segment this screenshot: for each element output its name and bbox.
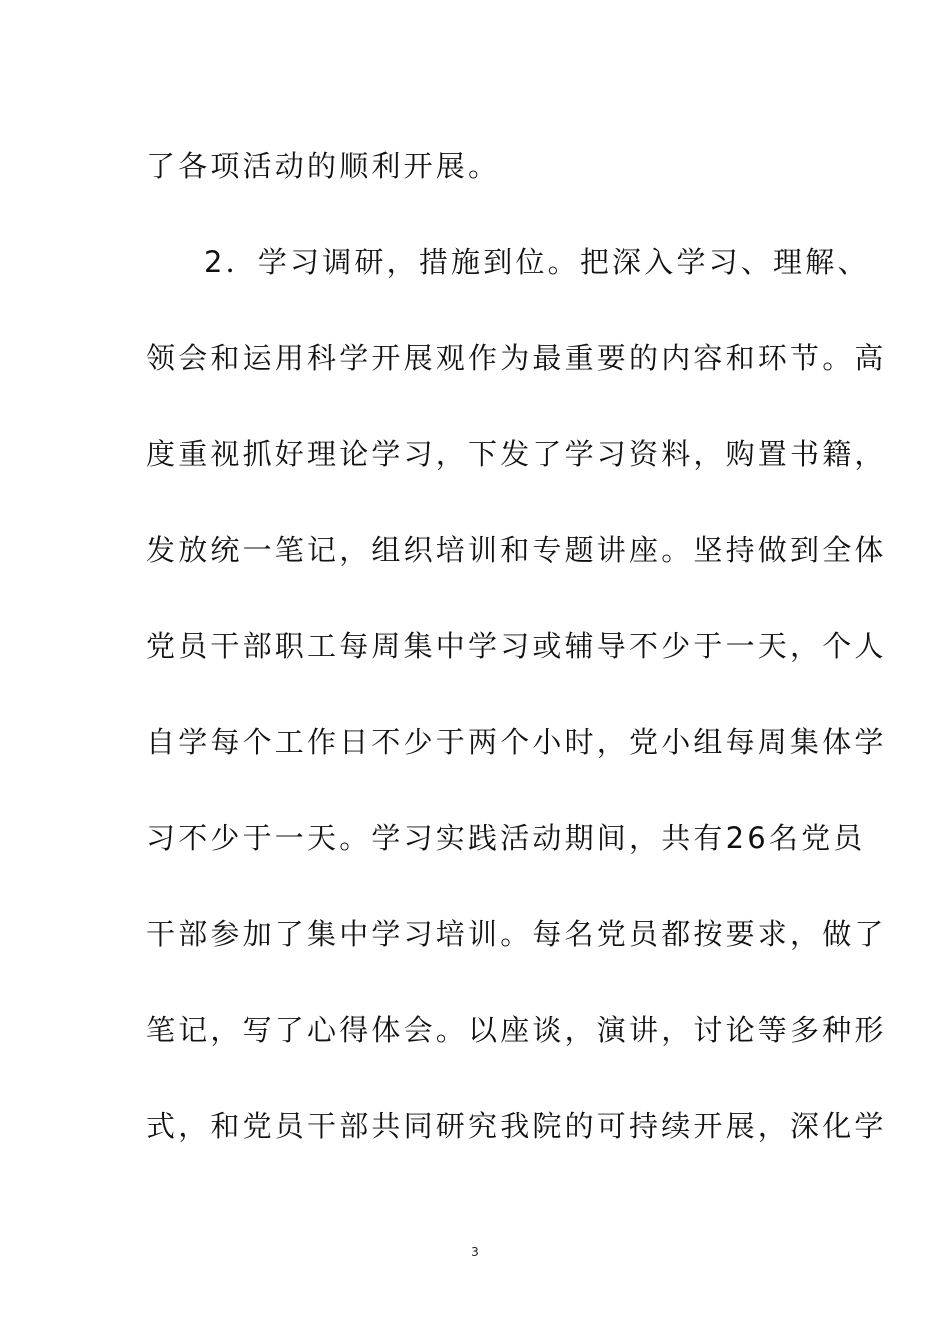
- page-number: 3: [471, 1245, 479, 1259]
- text-line-4: 度重视抓好理论学习，下发了学习资料，购置书籍，: [146, 437, 887, 471]
- body-text: [146, 118, 887, 1174]
- text-line-5: 发放统一笔记，组织培训和专题讲座。坚持做到全体: [146, 533, 887, 567]
- text-line-3: 领会和运用科学开展观作为最重要的内容和环节。高: [146, 341, 887, 375]
- text-line-7: 自学每个工作日不少于两个小时，党小组每周集体学: [146, 725, 887, 759]
- text-line-8: 习不少于一天。学习实践活动期间，共有26名党员: [146, 821, 866, 855]
- text-line-6: 党员干部职工每周集中学习或辅导不少于一天，个人: [146, 629, 887, 663]
- text-line-2: 2．学习调研，措施到位。把深入学习、理解、: [204, 245, 870, 279]
- text-line-1: 了各项活动的顺利开展。: [146, 149, 501, 183]
- text-line-9: 干部参加了集中学习培训。每名党员都按要求，做了: [146, 917, 887, 951]
- text-line-10: 笔记，写了心得体会。以座谈，演讲，讨论等多种形: [146, 1013, 887, 1047]
- text-line-11: 式，和党员干部共同研究我院的可持续开展，深化学: [146, 1109, 887, 1143]
